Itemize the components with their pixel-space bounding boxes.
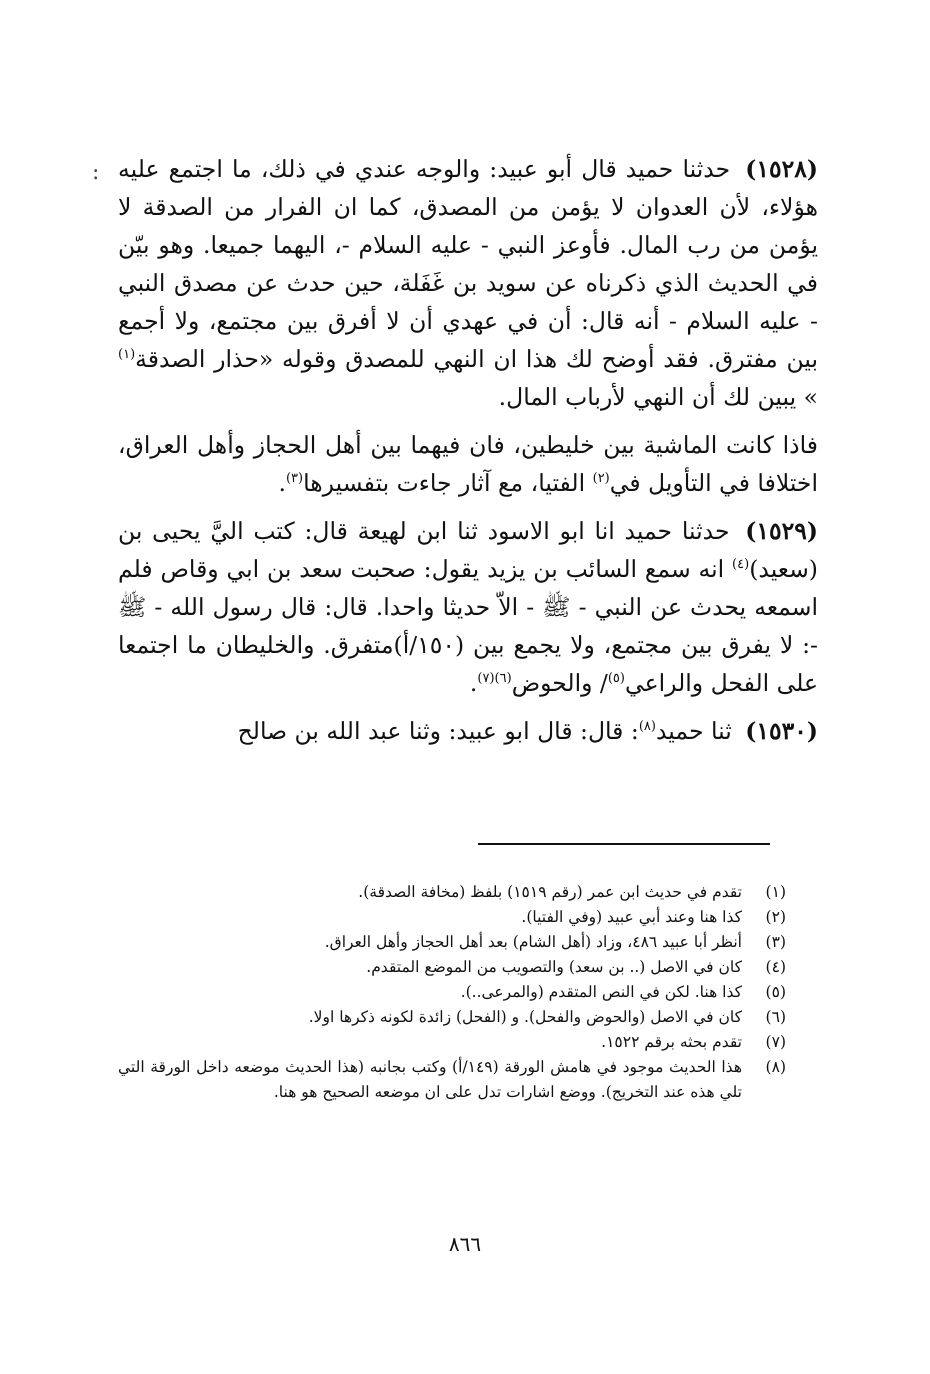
page-number: ٨٦٦	[448, 1232, 482, 1256]
paragraph-text: الفتيا، مع آثار جاءت بتفسيرها	[303, 469, 586, 497]
footnote-text: تقدم في حديث ابن عمر (رقم ١٥١٩) بلفظ (مخافة الصدقة).	[358, 883, 742, 901]
footnote-ref: (٤)	[732, 557, 750, 573]
footnote-number: (٤)	[765, 958, 786, 976]
paragraph-1530	[118, 712, 818, 750]
footnote	[118, 1030, 786, 1055]
footnote-ref: (١)	[118, 347, 136, 363]
margin-mark: :	[92, 160, 100, 185]
footnote	[118, 905, 786, 930]
footnote-number: (٥)	[765, 983, 786, 1001]
footnote	[118, 955, 786, 980]
footnote-ref: (٢)	[592, 471, 610, 487]
footnote-number: (٣)	[765, 933, 786, 951]
footnote-text: كذا هنا وعند أبي عبيد (وفي الفتيا).	[521, 908, 742, 926]
paragraph-1528	[118, 150, 818, 416]
footnote	[118, 980, 786, 1005]
paragraph-text: / والحوض	[511, 669, 608, 697]
footnote-number: (٢)	[765, 908, 786, 926]
paragraph-text: .	[278, 469, 286, 497]
hadith-number: (١٥٢٩)	[745, 517, 818, 545]
footnote-ref: (٣)	[285, 471, 304, 487]
footnotes	[118, 880, 786, 1105]
main-text	[118, 150, 818, 760]
footnote-ref: (٨)	[638, 719, 656, 735]
footnote-ref: (٦)(٧)	[477, 671, 512, 687]
footnote-text: كان في الاصل (.. بن سعد) والتصويب من الموضع المتقدم.	[366, 958, 742, 976]
footnote-number: (٧)	[765, 1033, 786, 1051]
footnote	[118, 1055, 786, 1105]
paragraph-text: انه سمع السائب بن يزيد يقول: صحبت سعد بن ابي وقاص فلم اسمعه يحدث عن النبي - ﷺ - الاّ حديثا واحدا. قال: قال رسول الله - ﷺ -: لا يفرق بين مجتمع، ولا يجمع بين (١٥٠/أ)متفرق. والخليطان ما اجتمعا على الفحل والراعي	[118, 555, 818, 697]
footnote-divider	[478, 843, 770, 845]
paragraph-text: .	[469, 669, 478, 697]
footnote	[118, 880, 786, 905]
paragraph-text: حدثنا حميد انا ابو الاسود ثنا ابن لهيعة قال: كتب اليَّ يحيى بن (سعيد)	[118, 517, 818, 583]
hadith-number: (١٥٣٠)	[745, 717, 818, 745]
hadith-number: (١٥٢٨)	[745, 155, 818, 183]
paragraph-text: : قال: قال ابو عبيد: وثنا عبد الله بن صالح	[237, 717, 639, 745]
footnote-text: تقدم بحثه برقم ١٥٢٢.	[601, 1033, 742, 1051]
footnote-text: كذا هنا. لكن في النص المتقدم (والمرعى..).	[460, 983, 742, 1001]
paragraph-1529	[118, 512, 818, 702]
paragraph-text: فاذا كانت الماشية بين خليطين، فان فيهما بين أهل الحجاز وأهل العراق، اختلافا في التأويل في	[118, 431, 818, 497]
footnote-number: (٦)	[765, 1008, 786, 1026]
footnote-number: (٨)	[765, 1058, 786, 1076]
paragraph-text: » يبين لك أن النهي لأرباب المال.	[498, 383, 818, 411]
footnote-text: أنظر أبا عبيد ٤٨٦، وزاد (أهل الشام) بعد أهل الحجاز وأهل العراق.	[324, 933, 742, 951]
footnote-text: كان في الاصل (والحوض والفحل). و (الفحل) زائدة لكونه ذكرها اولا.	[308, 1008, 742, 1026]
paragraph-text: ثنا حميد	[655, 717, 732, 745]
paragraph-text: حدثنا حميد قال أبو عبيد: والوجه عندي في ذلك، ما اجتمع عليه هؤلاء، لأن العدوان لا يؤمن من المصدق، كما ان الفرار من الصدقة لا يؤمن من رب المال. فأوعز النبي - عليه السلام -، اليهما جميعا. وهو بيّن في الحديث الذي ذكرناه عن سويد بن غَفَلة، حين حدث عن مصدق النبي - عليه السلام - أنه قال: أن في عهدي أن لا أفرق بين مجتمع، ولا أجمع بين مفترق. فقد أوضح لك هذا ان النهي للمصدق وقوله «حذار الصدقة	[118, 155, 818, 373]
footnote	[118, 1005, 786, 1030]
paragraph-khalitain	[118, 426, 818, 502]
footnote	[118, 930, 786, 955]
footnote-text: هذا الحديث موجود في هامش الورقة (١٤٩/أ) وكتب بجانبه (هذا الحديث موضعه داخل الورقة التي تلي هذه عند التخريج). ووضع اشارات تدل على ان موضعه الصحيح هو هنا.	[118, 1058, 742, 1101]
footnote-ref: (٥)	[607, 671, 625, 687]
footnote-number: (١)	[765, 883, 786, 901]
